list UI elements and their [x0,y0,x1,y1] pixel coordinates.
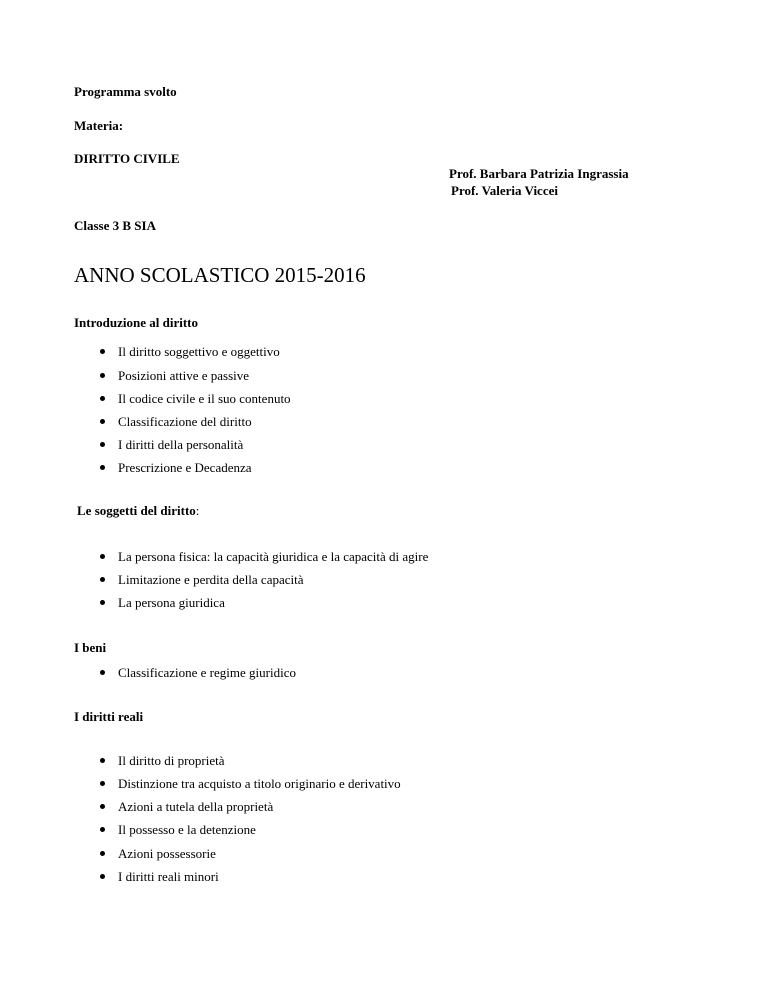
section-heading-colon: : [195,503,200,518]
list-item: Azioni a tutela della proprietà [118,799,274,814]
list-item: La persona giuridica [118,595,225,610]
list-item: Classificazione del diritto [118,414,252,429]
section-heading-introduzione: Introduzione al diritto [74,315,198,330]
list-item: Distinzione tra acquisto a titolo originario e derivativo [118,776,401,791]
section-heading-text: Le soggetti del diritto [77,503,196,518]
section-heading-diritti-reali: I diritti reali [74,709,144,724]
list-item: I diritti della personalità [118,437,244,452]
list-item: I diritti reali minori [118,869,219,884]
section-heading-soggetti [77,503,199,519]
section-heading-beni: I beni [74,640,107,655]
school-year-title: ANNO SCOLASTICO 2015-2016 [74,263,366,287]
list-item: Il possesso e la detenzione [118,822,256,837]
materia-label: Materia: [74,118,124,133]
list-item: Il codice civile e il suo contenuto [118,391,291,406]
list-item: Il diritto di proprietà [118,753,225,768]
list-item: Posizioni attive e passive [118,368,250,383]
materia-value: DIRITTO CIVILE [74,151,180,166]
teacher-name-1: Prof. Barbara Patrizia Ingrassia [449,166,629,181]
programma-heading: Programma svolto [74,84,177,99]
list-item: Limitazione e perdita della capacità [118,572,304,587]
list-item: Classificazione e regime giuridico [118,665,296,680]
list-item: Prescrizione e Decadenza [118,460,252,475]
list-item: La persona fisica: la capacità giuridica e la capacità di agire [118,549,429,564]
teacher-name-2: Prof. Valeria Viccei [451,183,558,198]
list-item: Il diritto soggettivo e oggettivo [118,344,280,359]
list-item: Azioni possessorie [118,846,216,861]
class-label: Classe 3 B SIA [74,218,156,233]
